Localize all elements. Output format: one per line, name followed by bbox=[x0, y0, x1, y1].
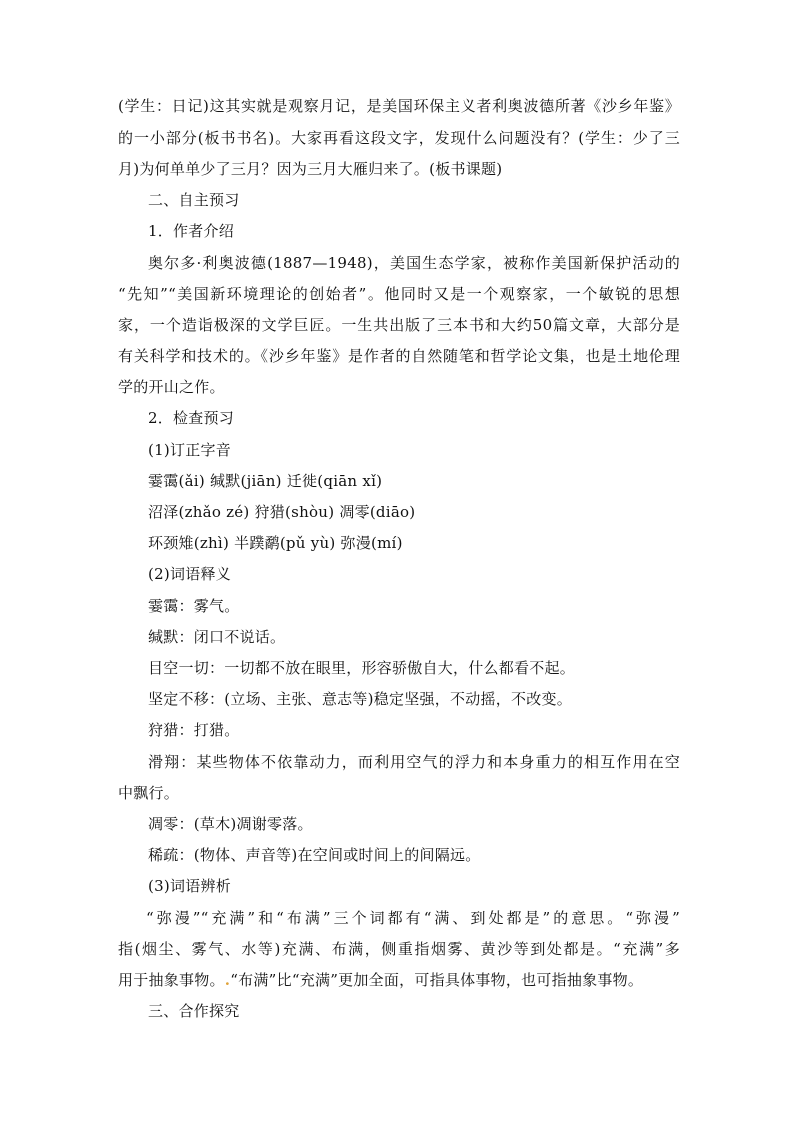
paragraph-line: 家，一个造诣极深的文学巨匠。一生共出版了三本书和大约50篇文章，大部分是 bbox=[118, 316, 680, 334]
paragraph-line: 奥尔多·利奥波德(1887—1948)，美国生态学家，被称作美国新保护活动的 bbox=[148, 254, 680, 272]
definition-line: 目空一切：一切都不放在眼里，形容骄傲自大，什么都看不起。 bbox=[148, 659, 576, 677]
paragraph-line: 月)为何单单少了三月？因为三月大雁归来了。(板书课题) bbox=[118, 160, 503, 178]
marker-dot: . bbox=[224, 971, 231, 989]
definition-line: 稀疏：(物体、声音等)在空间或时间上的间隔远。 bbox=[148, 846, 481, 864]
paragraph-line: “先知”“美国新环境理论的创始者”。他同时又是一个观察家，一个敏锐的思想 bbox=[118, 285, 680, 303]
definition-line: 中飘行。 bbox=[118, 784, 180, 802]
paragraph-line: 有关科学和技术的。《沙乡年鉴》是作者的自然随笔和哲学论文集，也是土地伦理 bbox=[118, 347, 680, 365]
paragraph-line: (学生：日记)这其实就是观察月记，是美国环保主义者利奥波德所著《沙乡年鉴》 bbox=[118, 97, 680, 115]
paragraph-line: “弥漫”“充满”和“布满”三个词都有“满、到处都是”的意思。“弥漫” bbox=[146, 909, 680, 927]
paragraph-line-part: “布满”比“充满”更加全面，可指具体事物，也可指抽象事物。 bbox=[230, 971, 644, 989]
paragraph-line: 指(烟尘、雾气、水等)充满、布满，侧重指烟雾、黄沙等到处都是。“充满”多 bbox=[118, 940, 680, 958]
definition-line: 霎霭：雾气。 bbox=[148, 597, 240, 615]
item-heading: (1)订正字音 bbox=[148, 441, 231, 459]
paragraph-line-part: 用于抽象事物。 bbox=[118, 971, 225, 989]
pronunciation-line: 环颈雉(zhì) 半蹼鹬(pǔ yù) 弥漫(mí) bbox=[148, 534, 403, 552]
definition-line: 坚定不移：(立场、主张、意志等)稳定坚强，不动摇，不改变。 bbox=[148, 690, 572, 708]
pronunciation-line: 沼泽(zhǎo zé) 狩猎(shòu) 凋零(diāo) bbox=[148, 503, 416, 521]
item-heading: (3)词语辨析 bbox=[148, 877, 231, 895]
definition-line: 缄默：闭口不说话。 bbox=[148, 628, 286, 646]
definition-line: 狩猎：打猎。 bbox=[148, 721, 240, 739]
item-heading: (2)词语释义 bbox=[148, 565, 231, 583]
section-heading: 三、合作探究 bbox=[148, 1002, 240, 1020]
section-heading: 二、自主预习 bbox=[148, 191, 240, 209]
pronunciation-line: 霎霭(ǎi) 缄默(jiān) 迁徙(qiān xǐ) bbox=[148, 472, 383, 490]
paragraph-line bbox=[118, 968, 680, 992]
paragraph-line: 学的开山之作。 bbox=[118, 378, 225, 396]
paragraph-line: 的一小部分(板书书名)。大家再看这段文字，发现什么问题没有？(学生：少了三 bbox=[118, 129, 680, 147]
subsection-heading: 2．检查预习 bbox=[148, 409, 235, 427]
definition-line: 凋零：(草木)凋谢零落。 bbox=[148, 815, 313, 833]
definition-line: 滑翔：某些物体不依靠动力，而利用空气的浮力和本身重力的相互作用在空 bbox=[148, 753, 680, 771]
subsection-heading: 1．作者介绍 bbox=[148, 222, 235, 240]
